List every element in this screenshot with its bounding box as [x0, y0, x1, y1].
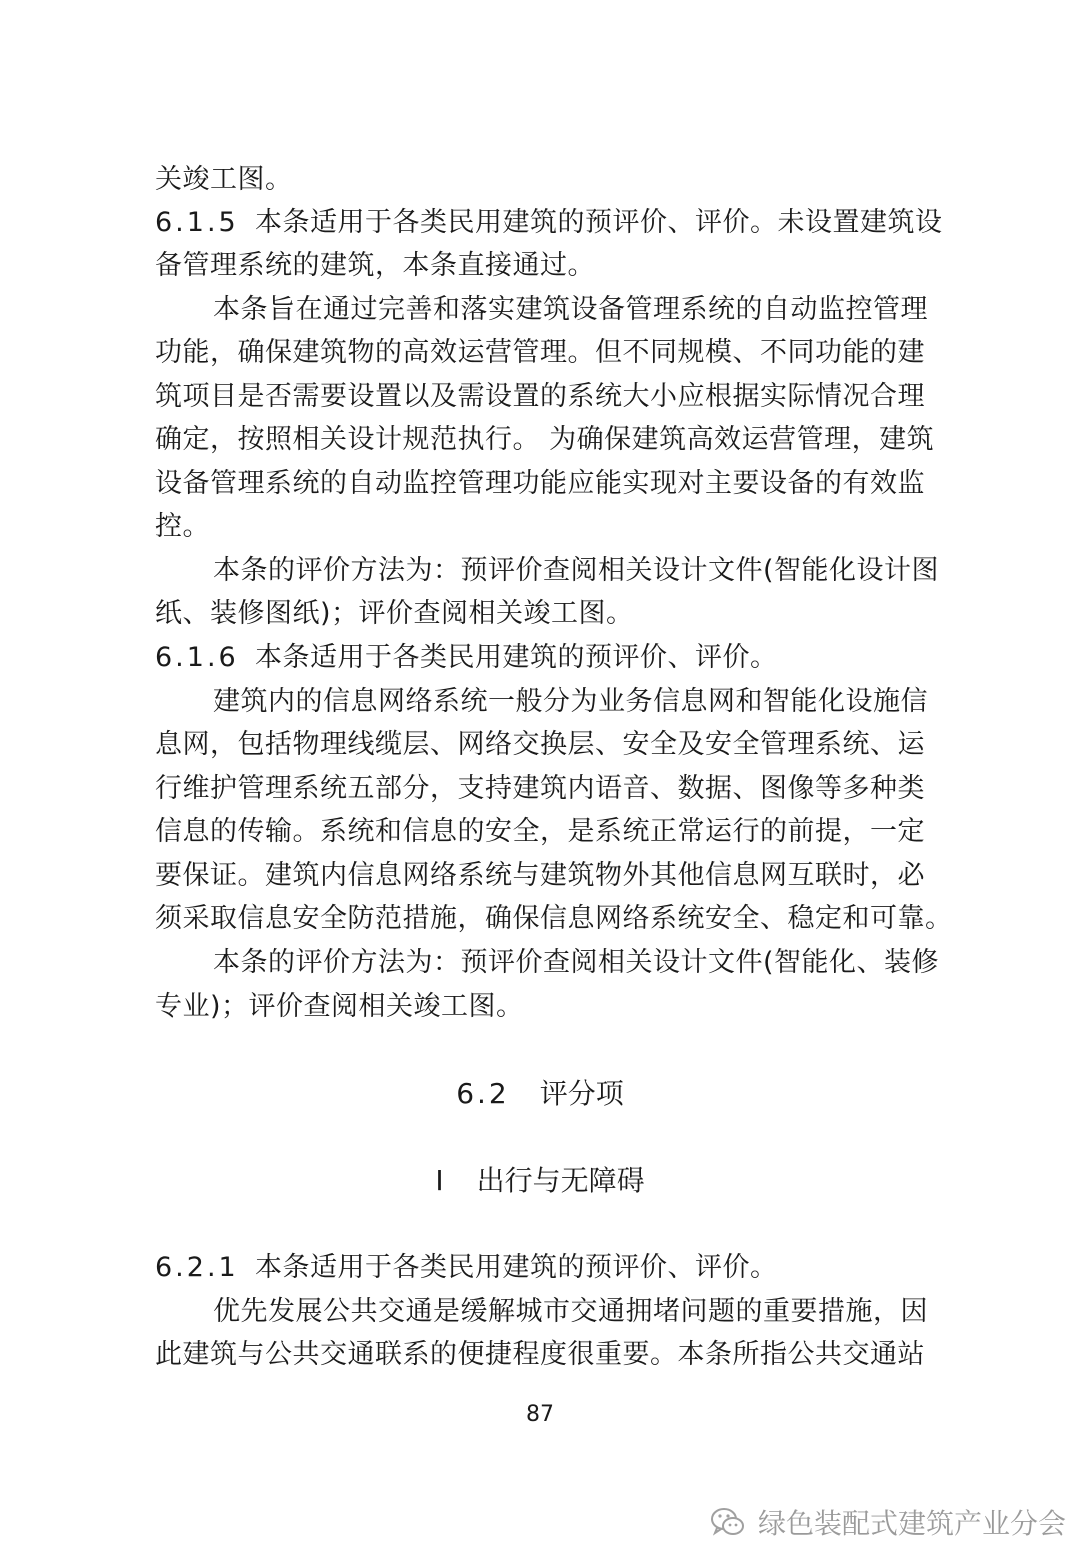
text-line: 功能，确保建筑物的高效运营管理。但不同规模、不同功能的建	[155, 337, 925, 368]
text-line: 控。	[155, 511, 210, 542]
text-line: 关竣工图。	[155, 164, 293, 195]
section-title: 评分项	[539, 1077, 624, 1110]
wechat-icon	[708, 1502, 748, 1542]
section-heading	[0, 1072, 1080, 1116]
text-line: 此建筑与公共交通联系的便捷程度很重要。本条所指公共交通站	[155, 1339, 925, 1370]
watermark-text: 绿色装配式建筑产业分会	[758, 1507, 1067, 1540]
subsection-title: 出行与无障碍	[476, 1164, 645, 1197]
page-number: 87	[526, 1402, 554, 1427]
clause-text: 本条适用于各类民用建筑的预评价、评价。	[255, 1252, 778, 1283]
text-line: 备管理系统的建筑，本条直接通过。	[155, 250, 595, 281]
section-number: 6.2	[456, 1077, 510, 1110]
clause-6-2-1	[155, 1246, 975, 1290]
paragraph-line: 优先发展公共交通是缓解城市交通拥堵问题的重要措施，因	[213, 1296, 928, 1327]
clause-6-1-5	[155, 201, 975, 245]
clause-number: 6.2.1	[155, 1252, 239, 1283]
subsection-number: I	[435, 1164, 447, 1197]
paragraph-line: 建筑内的信息网络系统一般分为业务信息网和智能化设施信	[213, 686, 928, 717]
text-line: 须采取信息安全防范措施，确保信息网络系统安全、稳定和可靠。	[155, 903, 953, 934]
subsection-heading	[0, 1159, 1080, 1203]
clause-number: 6.1.5	[155, 207, 239, 238]
text-line: 专业)；评价查阅相关竣工图。	[155, 991, 524, 1022]
text-line: 设备管理系统的自动监控管理功能应能实现对主要设备的有效监	[155, 468, 925, 499]
text-line: 要保证。建筑内信息网络系统与建筑物外其他信息网互联时，必	[155, 860, 925, 891]
text-line: 信息的传输。系统和信息的安全，是系统正常运行的前提，一定	[155, 816, 925, 847]
clause-text: 本条适用于各类民用建筑的预评价、评价。未设置建筑设	[255, 207, 943, 238]
watermark	[708, 1502, 1066, 1542]
text-line: 确定，按照相关设计规范执行。 为确保建筑高效运营管理，建筑	[155, 424, 935, 455]
text-line: 行维护管理系统五部分，支持建筑内语音、数据、图像等多种类	[155, 773, 925, 804]
clause-6-1-6	[155, 636, 975, 680]
text-line: 筑项目是否需要设置以及需设置的系统大小应根据实际情况合理	[155, 381, 925, 412]
paragraph-line: 本条的评价方法为：预评价查阅相关设计文件(智能化、装修	[213, 947, 940, 978]
clause-number: 6.1.6	[155, 642, 239, 673]
clause-text: 本条适用于各类民用建筑的预评价、评价。	[255, 642, 778, 673]
paragraph-line: 本条旨在通过完善和落实建筑设备管理系统的自动监控管理	[213, 294, 928, 325]
paragraph-line: 本条的评价方法为：预评价查阅相关设计文件(智能化设计图	[213, 555, 940, 586]
text-line: 纸、装修图纸)；评价查阅相关竣工图。	[155, 598, 634, 629]
text-line: 息网，包括物理线缆层、网络交换层、安全及安全管理系统、运	[155, 729, 925, 760]
